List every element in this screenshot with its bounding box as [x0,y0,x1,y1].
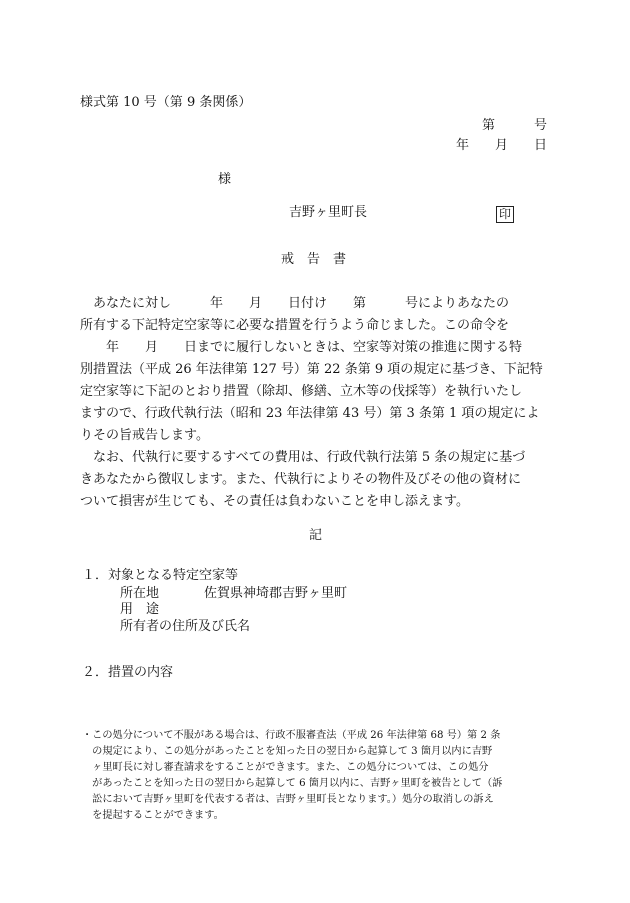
body-line: なお、代執行に要するすべての費用は、行政代執行法第 5 条の規定に基づ [80,450,526,465]
body-line: 定空家等に下記のとおり措置（除却、修繕、立木等の伐採等）を執行いたし [80,384,523,399]
body-line: きあなたから徴収します。また、代執行によりその物件及びその他の資材に [80,472,521,487]
note-line: があったことを知った日の翌日から起算して 6 箇月以内に、吉野ヶ里町を被告として（訴 [82,778,503,789]
body-line: 年 月 日までに履行しないときは、空家等対策の推進に関する特 [80,340,523,355]
addressee-honorific: 様 [218,172,232,187]
ki-heading: 記 [309,528,323,543]
note-line: の規定により、この処分があったことを知った日の翌日から起算して 3 箇月以内に吉野 [82,746,493,757]
body-line: 所有する下記特定空家等に必要な措置を行うよう命じました。この命令を [80,318,510,333]
owner-label: 所有者の住所及び氏名 [120,619,251,634]
note-line: 訟において吉野ヶ里町を代表する者は、吉野ヶ里町長となります。）処分の取消しの訴え [82,794,494,805]
document-title: 戒 告 書 [281,252,347,267]
body-line: ついて損害が生じても、その責任は負わないことを申し添えます。 [80,494,469,509]
note-line: ・この処分について不服がある場合は、行政不服審査法（平成 26 年法律第 68 号）第 2 条 [82,730,501,741]
document-number: 第 号 [482,118,548,133]
body-line: あなたに対し 年 月 日付け 第 号によりあなたの [80,296,510,311]
note-line: ヶ里町長に対し審査請求をすることができます。また、この処分については、この処分 [82,762,489,773]
note-line: を提起することができます。 [82,810,224,821]
item-1-heading: １．対象となる特定空家等 [82,568,239,583]
issuer-name: 吉野ヶ里町長 [289,205,368,220]
usage-label: 用 途 [120,602,160,617]
item-2-heading: ２．措置の内容 [82,665,174,680]
body-line: りその旨戒告します。 [80,428,209,443]
location-label: 所在地 [120,586,160,601]
form-number: 様式第 10 号（第 9 条関係） [80,95,252,110]
document-date: 年 月 日 [456,138,548,153]
issuer-seal [496,203,514,223]
seal-mark: 印 [496,206,514,223]
location-value: 佐賀県神埼郡吉野ヶ里町 [204,586,348,601]
body-line: 別措置法（平成 26 年法律第 127 号）第 22 条第 9 項の規定に基づき、下記特 [80,362,543,377]
body-line: ますので、行政代執行法（昭和 23 年法律第 43 号）第 3 条第 1 項の規定によ [80,406,540,421]
